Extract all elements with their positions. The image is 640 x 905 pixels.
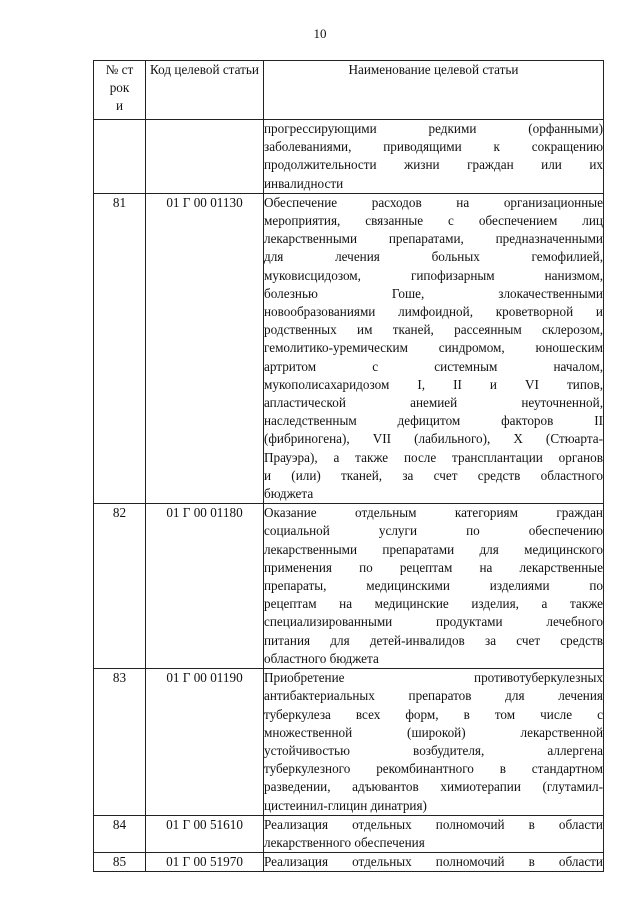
table-row	[94, 853, 604, 872]
table-header-row	[94, 61, 604, 120]
article-name-line: мероприятия, связанные с обеспечением лиц	[264, 213, 603, 229]
page-number: 10	[313, 26, 327, 41]
article-name	[264, 853, 604, 872]
article-code: 01 Г 00 01180	[146, 504, 264, 669]
article-name-line: Приобретение противотуберкулезных	[264, 670, 603, 686]
article-name-line: Реализация отдельных полномочий в области	[264, 854, 603, 870]
article-name-line: Обеспечение расходов на организационные	[264, 194, 603, 210]
article-name-line: областного бюджета	[264, 650, 379, 666]
article-name-line: лекарственного обеспечения	[264, 834, 425, 850]
header-article-code: Код целевой статьи	[146, 61, 264, 120]
article-name-line: рецептам на медицинские изделия, а также	[264, 596, 603, 612]
article-name-line: артритом с системным началом,	[264, 358, 603, 374]
article-name-line: инвалидности	[264, 175, 344, 191]
table-row	[94, 193, 604, 503]
article-name-line: родственных им тканей, рассеянным склерозом,	[264, 322, 603, 338]
row-number: 82	[94, 504, 146, 669]
header-row-number	[94, 61, 146, 120]
article-name-line: антибактериальных препаратов для лечения	[264, 688, 603, 704]
header-row-number-label: № строк и	[105, 62, 134, 114]
article-name-line: туберкулеза всех форм, в том числе с	[264, 706, 603, 722]
article-name	[264, 120, 604, 194]
article-code	[146, 120, 264, 194]
article-name-line: апластической анемией неуточненной,	[264, 395, 603, 411]
article-name-line: лекарственными препаратами для медицинского	[264, 541, 603, 557]
article-name-line: прогрессирующими редкими (орфанными)	[264, 121, 603, 136]
article-name-line: мукополисахаридозом I, II и VI типов,	[264, 376, 603, 392]
row-number	[94, 120, 146, 194]
row-number: 85	[94, 853, 146, 872]
article-name-line: питания для детей-инвалидов за счет средств	[264, 632, 603, 648]
article-name	[264, 815, 604, 852]
article-name-line: заболеваниями, приводящими к сокращению	[264, 139, 603, 155]
article-name-line: Оказание отдельным категориям граждан	[264, 505, 603, 521]
article-name-line: болезнью Гоше, злокачественными	[264, 285, 603, 301]
article-name-line: Реализация отдельных полномочий в области	[264, 816, 603, 832]
article-name	[264, 669, 604, 816]
article-code: 01 Г 00 51970	[146, 853, 264, 872]
table-row	[94, 504, 604, 669]
article-name	[264, 504, 604, 669]
row-number: 84	[94, 815, 146, 852]
article-name-line: специализированными продуктами лечебного	[264, 614, 603, 630]
row-number: 83	[94, 669, 146, 816]
article-name-line: препараты, медицинскими изделиями по	[264, 578, 603, 594]
article-name-line: применения по рецептам на лекарственные	[264, 559, 603, 575]
table-row	[94, 815, 604, 852]
article-name-line: (фибриногена), VII (лабильного), X (Стюарта-	[264, 431, 603, 447]
article-name-line: для лечения больных гемофилией,	[264, 249, 603, 265]
article-name-line: муковисцидозом, гипофизарным нанизмом,	[264, 267, 603, 283]
article-name-line: разведении, адъювантов химиотерапии (глутамил-	[264, 779, 603, 795]
article-code: 01 Г 00 01190	[146, 669, 264, 816]
table-row	[94, 669, 604, 816]
article-name-line: лекарственными препаратами, предназначенными	[264, 231, 603, 247]
header-article-name: Наименование целевой статьи	[264, 61, 604, 120]
article-name-line: бюджета	[264, 486, 314, 502]
table-row	[94, 120, 604, 194]
article-name-line: новообразованиями лимфоидной, кроветворной и	[264, 304, 603, 320]
article-name-line: гемолитико-уремическим синдромом, юношеским	[264, 340, 603, 356]
row-number: 81	[94, 193, 146, 503]
article-name-line: социальной услуги по обеспечению	[264, 523, 603, 539]
article-code: 01 Г 00 01130	[146, 193, 264, 503]
article-name-line: туберкулезного рекомбинантного в стандартном	[264, 761, 603, 777]
article-name-line: и (или) тканей, за счет средств областного	[264, 467, 603, 483]
article-name-line: цистеинил-глицин динатрия)	[264, 797, 427, 813]
article-name-line: наследственным дефицитом факторов II	[264, 413, 603, 429]
article-name-line: Прауэра), а также после трансплантации органов	[264, 449, 603, 465]
table-body	[94, 120, 604, 872]
article-name-line: устойчивостью возбудителя, аллергена	[264, 742, 603, 758]
article-name-line: продолжительности жизни граждан или их	[264, 157, 603, 173]
article-name	[264, 193, 604, 503]
article-name-line: множественной (широкой) лекарственной	[264, 724, 603, 740]
article-code: 01 Г 00 51610	[146, 815, 264, 852]
target-articles-table	[93, 60, 604, 872]
